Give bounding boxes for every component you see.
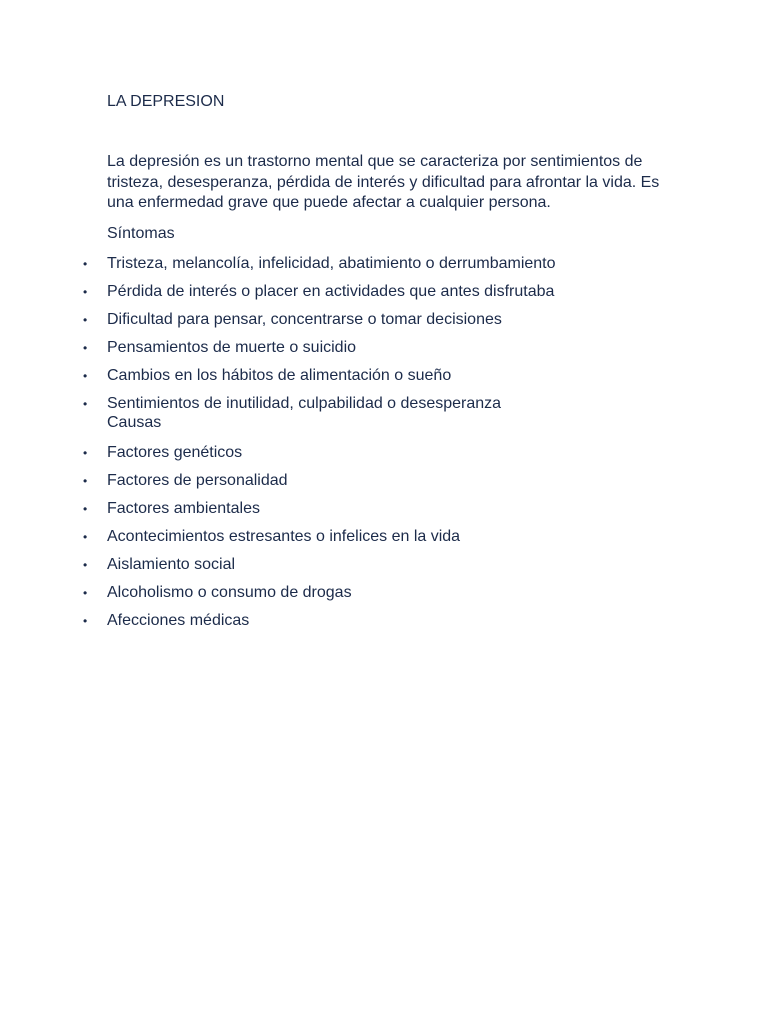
intro-paragraph: La depresión es un trastorno mental que se caracteriza por sentimientos de tristeza, desesperanza, pérdida de interés y dificultad para afrontar la vida. Es una enfermedad grave que puede afectar a cualquier persona. [107,153,660,211]
list-item [0,282,768,310]
list-item-text: Afecciones médicas [107,612,250,629]
list-item [0,583,768,611]
bullet-icon: • [83,586,88,600]
list-item-text: Acontecimientos estresantes o infelices en la vida [107,528,461,545]
list-item-text: Factores de personalidad [107,472,288,489]
list-item-text: Factores ambientales [107,500,260,517]
list-item [0,527,768,555]
list-item-text: Tristeza, melancolía, infelicidad, abatimiento o derrumbamiento [107,255,556,272]
list-item [0,443,768,471]
list-item-text: Alcoholismo o consumo de drogas [107,584,352,601]
bullet-icon: • [83,502,88,516]
list-item [0,338,768,366]
list-item [0,310,768,338]
bullet-icon: • [83,257,88,271]
document-title: LA DEPRESION [107,93,225,110]
bullet-icon: • [83,369,88,383]
list-item-text: Pérdida de interés o placer en actividades que antes disfrutaba [107,283,555,300]
bullet-icon: • [83,285,88,299]
bullet-icon: • [83,558,88,572]
list-item-text: Sentimientos de inutilidad, culpabilidad o desesperanza [107,395,502,412]
bullet-icon: • [83,530,88,544]
bullet-icon: • [83,397,88,411]
bullet-icon: • [83,614,88,628]
causes-list [0,443,768,639]
list-item [0,366,768,394]
list-item [0,499,768,527]
list-item-text: Pensamientos de muerte o suicidio [107,339,357,356]
list-item [0,471,768,499]
bullet-icon: • [83,474,88,488]
bullet-icon: • [83,341,88,355]
list-item [0,254,768,282]
symptoms-heading: Síntomas [107,225,175,242]
causes-heading: Causas [107,414,162,431]
list-item [0,611,768,639]
list-item-text: Dificultad para pensar, concentrarse o tomar decisiones [107,311,502,328]
list-item-text: Cambios en los hábitos de alimentación o sueño [107,367,452,384]
bullet-icon: • [83,446,88,460]
list-item-text: Aislamiento social [107,556,236,573]
list-item-text: Factores genéticos [107,444,243,461]
list-item [0,555,768,583]
bullet-icon: • [83,313,88,327]
symptoms-list [0,254,768,422]
